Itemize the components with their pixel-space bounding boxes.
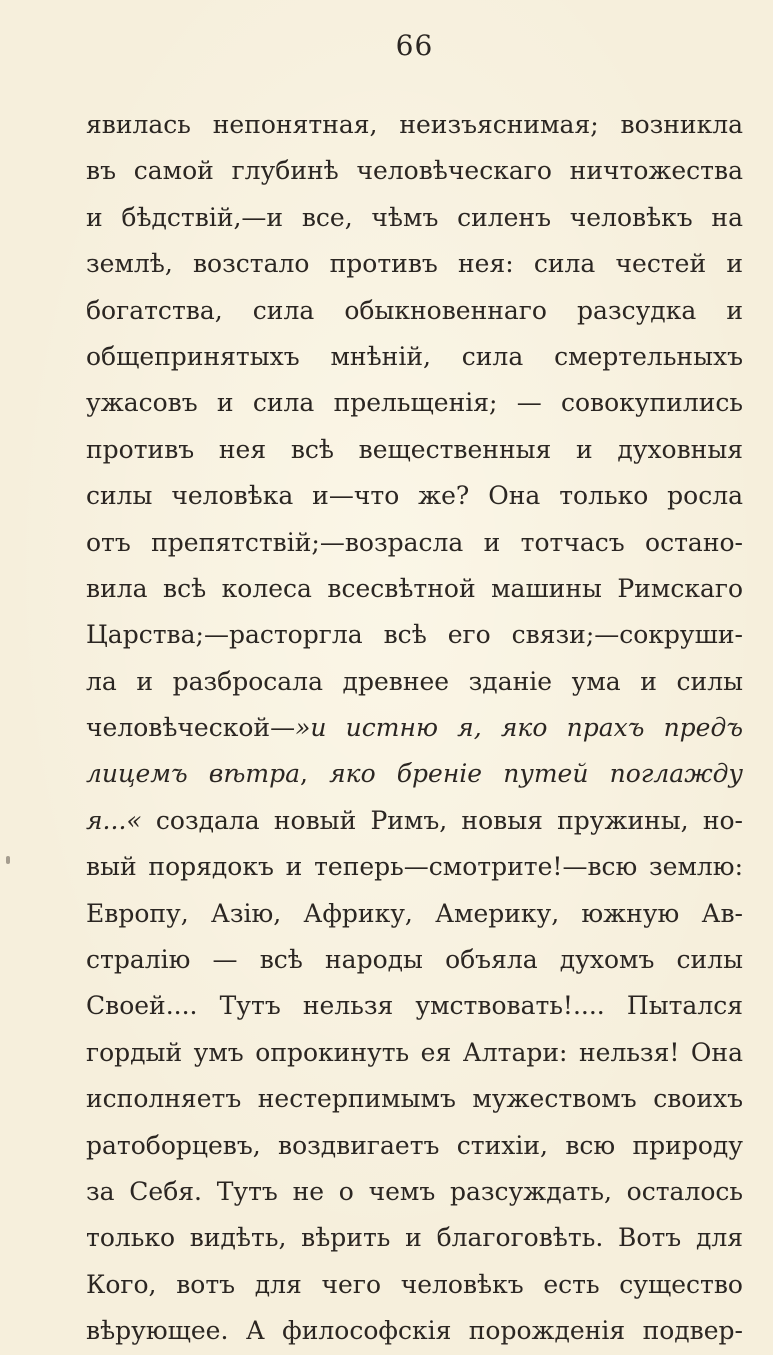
page-number: 66 [395,29,434,62]
body-text [86,102,743,1355]
text-line: за Себя. Тутъ не о чемъ разсуждать, осталось [86,1176,743,1206]
quote-segment: я...« [86,805,142,835]
text-segment: создала новый Римъ, новыя пружины, но- [141,805,743,835]
text-line: Кого, вотъ для чего человѣкъ есть существо [86,1269,743,1299]
margin-speck [6,856,10,864]
text-line: только видѣть, вѣрить и благоговѣть. Вотъ для [86,1223,743,1253]
text-line: ужасовъ и сила прельщенія; — совокупились [86,388,743,418]
text-line: вый порядокъ и теперь—смотрите!—всю землю: [86,852,743,882]
text-line: богатства, сила обыкновеннаго разсудка и [86,295,743,325]
quote-segment: лицемъ вѣтра [86,759,301,789]
text-line-quote-start [86,705,743,751]
text-line: противъ нея всѣ вещественныя и духовныя [86,434,743,464]
text-line: ла и разбросала древнее зданіе ума и силы [86,666,743,696]
text-line-quote-end [86,798,743,844]
text-line: отъ препятствій;—возрасла и тотчасъ остано- [86,527,743,557]
text-line: силы человѣка и—что же? Она только росла [86,481,743,511]
text-line: стралію — всѣ народы объяла духомъ силы [86,945,743,975]
text-line: ратоборцевъ, воздвигаетъ стихіи, всю природу [86,1130,743,1160]
text-line-quote [86,751,743,797]
text-line: гордый умъ опрокинуть ея Алтари: нельзя! Она [86,1037,743,1067]
text-line: явилась непонятная, неизъяснимая; возникла [86,110,743,139]
text-line: исполняетъ нестерпимымъ мужествомъ своихъ [86,1084,743,1114]
text-line: и бѣдствій,—и все, чѣмъ силенъ человѣкъ на [86,202,743,232]
text-line: Своей.... Тутъ нельзя умствовать!.... Пытался [86,991,743,1021]
quote-segment: »и истню я, яко прахъ предъ [295,713,743,743]
text-line: Европу, Азію, Африку, Америку, южную Ав- [86,898,743,928]
text-segment: человѣческой— [86,713,296,743]
quote-segment: яко бреніе путей поглажду [329,759,743,789]
text-segment: , [300,759,330,789]
text-line: общепринятыхъ мнѣній, сила смертельныхъ [86,341,743,371]
text-line: Царства;—расторгла всѣ его связи;—сокруши- [86,620,743,650]
text-line: вѣрующее. А философскія порожденія подвер- [86,1316,743,1346]
text-line: въ самой глубинѣ человѣческаго ничтожества [86,156,743,186]
text-line: землѣ, возстало противъ нея: сила честей и [86,249,743,279]
text-line: вила всѣ колеса всесвѣтной машины Римскаго [86,573,743,603]
